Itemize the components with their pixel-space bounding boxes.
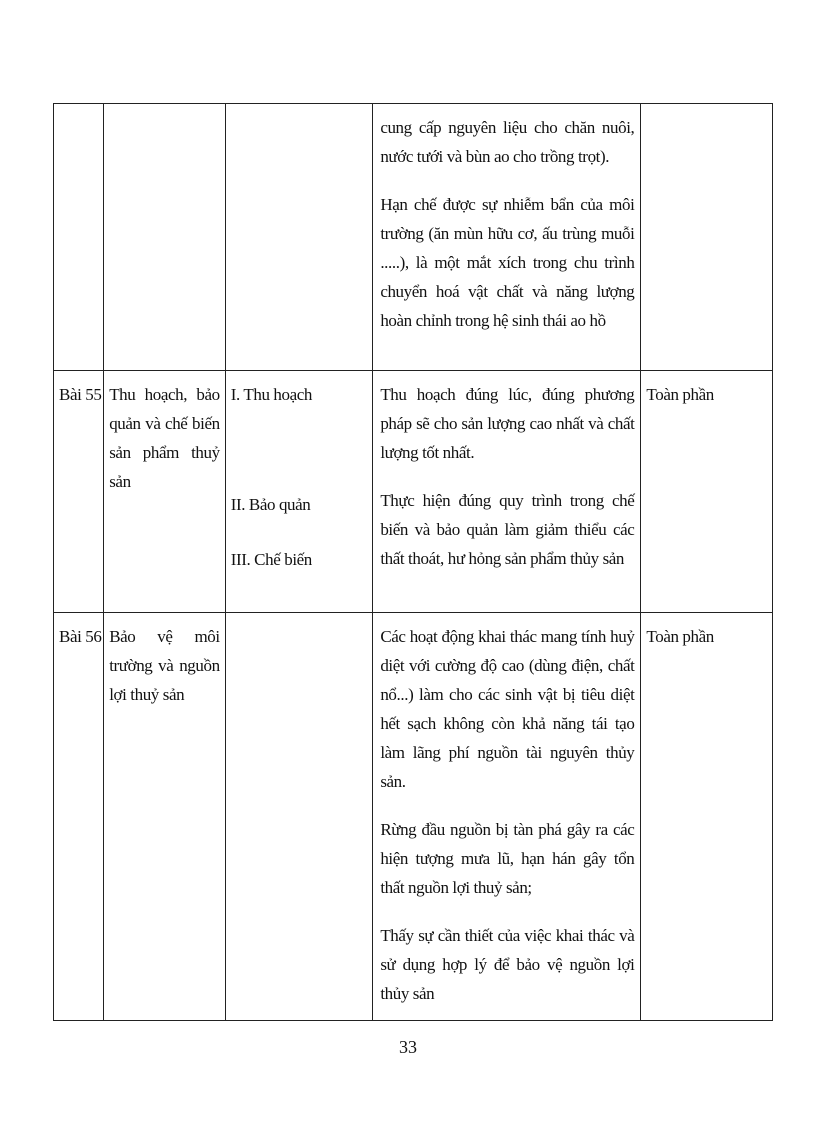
- content-cell: [373, 104, 641, 371]
- scope-cell: [641, 104, 773, 371]
- content-paragraph: Thấy sự cần thiết của việc khai thác và sử dụng hợp lý để bảo vệ nguồn lợi thủy sản: [380, 926, 635, 1003]
- table-row: [54, 371, 773, 613]
- content-paragraph: Thực hiện đúng quy trình trong chế biến và bảo quản làm giảm thiểu các thất thoát, hư hỏng sản phẩm thủy sản: [380, 491, 635, 568]
- page-number: 33: [399, 1037, 417, 1057]
- table-row: [54, 104, 773, 371]
- title-cell: Thu hoạch, bảo quản và chế biến sản phẩm thuỷ sản: [104, 371, 226, 613]
- title-cell: [104, 104, 226, 371]
- scope-cell: Toàn phần: [641, 371, 773, 613]
- content-cell: [373, 613, 641, 1021]
- sections-cell: [225, 613, 373, 1021]
- content-paragraph: cung cấp nguyên liệu cho chăn nuôi, nước tưới và bùn ao cho trồng trọt).: [380, 118, 635, 166]
- content-cell: [373, 371, 641, 613]
- lesson-cell: Bài 55: [54, 371, 104, 613]
- table-row: [54, 613, 773, 1021]
- content-paragraph: Hạn chế được sự nhiễm bẩn của môi trường (ăn mùn hữu cơ, ấu trùng muỗi .....), là một mắt xích trong chu trình chuyển hoá vật chất và năng lượng hoàn chỉnh trong hệ sinh thái ao hồ: [380, 195, 635, 330]
- lesson-cell: Bài 56: [54, 613, 104, 1021]
- content-paragraph: Rừng đầu nguồn bị tàn phá gây ra các hiện tượng mưa lũ, hạn hán gây tổn thất nguồn lợi thuỷ sản;: [380, 820, 635, 897]
- scope-cell: Toàn phần: [641, 613, 773, 1021]
- section-heading: III. Chế biến: [230, 550, 312, 569]
- section-heading: II. Bảo quản: [230, 495, 311, 514]
- section-heading: I. Thu hoạch: [230, 385, 312, 404]
- sections-cell: [225, 104, 373, 371]
- curriculum-table: [53, 103, 773, 1021]
- sections-cell: [225, 371, 373, 613]
- lesson-cell: [54, 104, 104, 371]
- content-paragraph: Thu hoạch đúng lúc, đúng phương pháp sẽ cho sản lượng cao nhất và chất lượng tốt nhất.: [380, 385, 635, 462]
- content-paragraph: Các hoạt động khai thác mang tính huỷ diệt với cường độ cao (dùng điện, chất nổ...) làm cho các sinh vật bị tiêu diệt hết sạch không còn khả năng tái tạo làm lãng phí nguồn tài nguyên thủy sản.: [380, 627, 635, 791]
- title-cell: Bảo vệ môi trường và nguồn lợi thuỷ sản: [104, 613, 226, 1021]
